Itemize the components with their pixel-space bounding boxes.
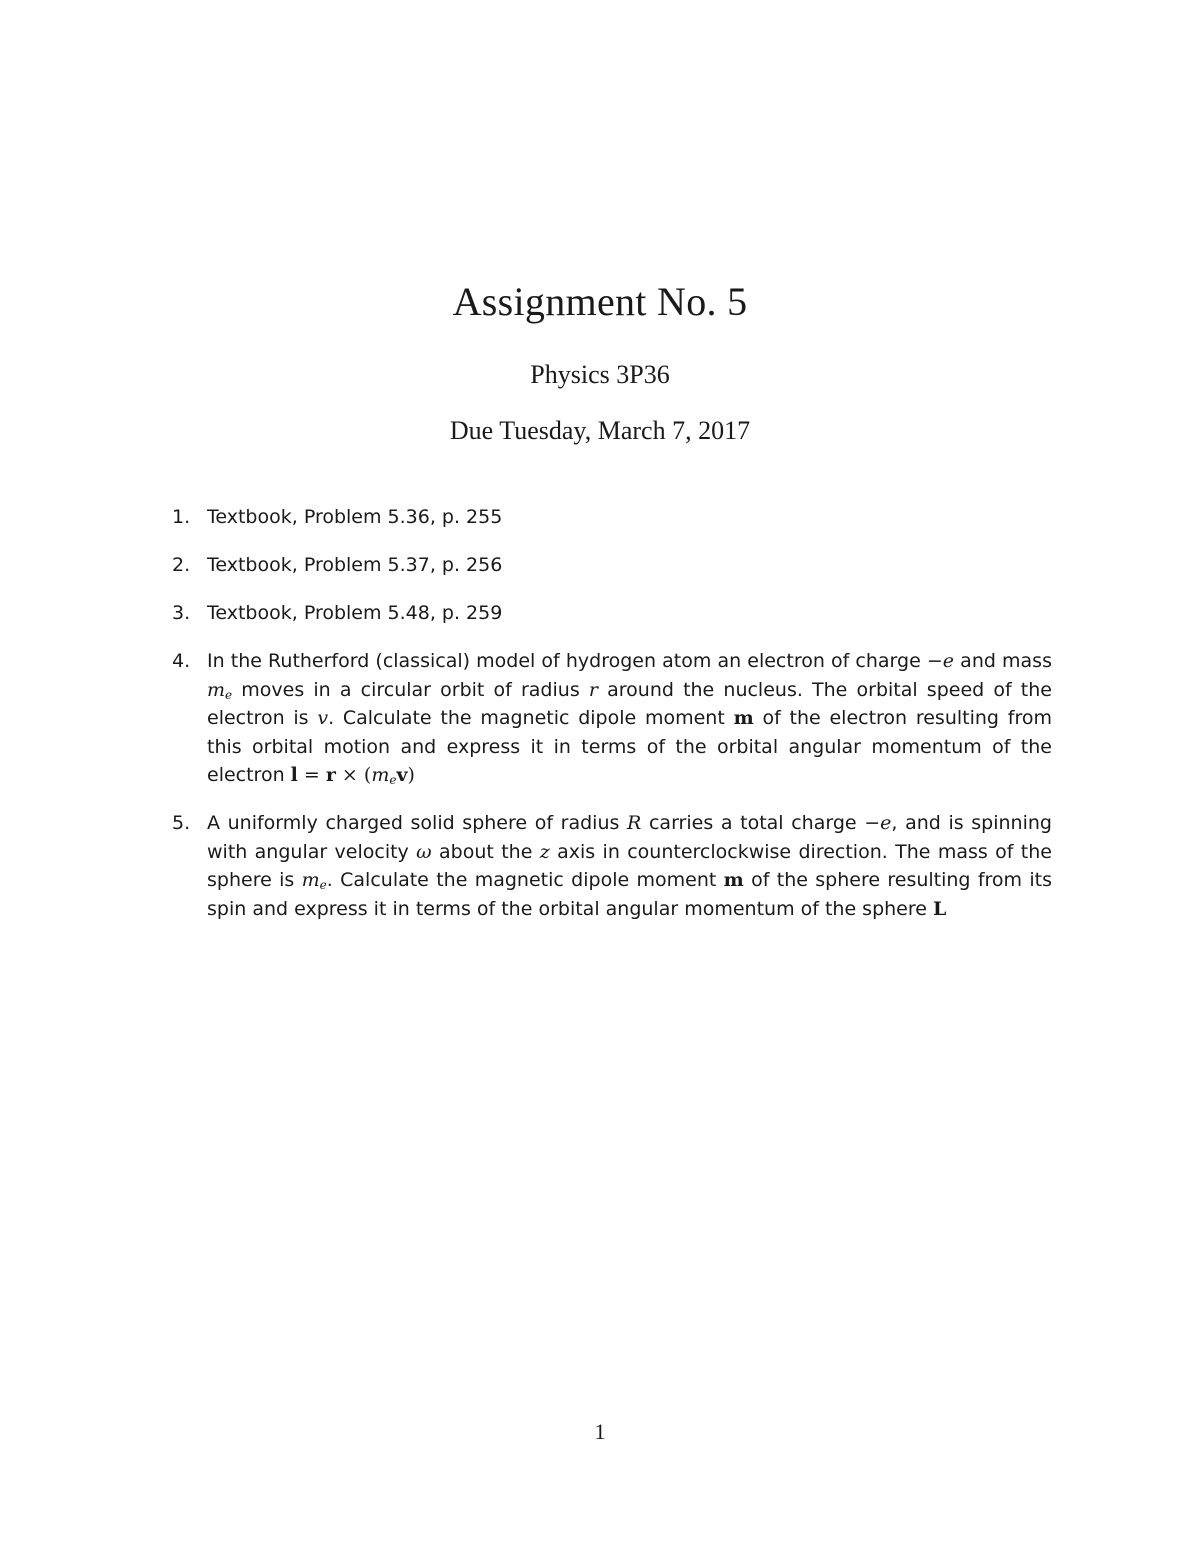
- vector-dipole-moment: m: [723, 869, 744, 891]
- problem-text-part: In the Rutherford (classical) model of hydrogen atom an electron of charge: [207, 650, 927, 672]
- math-operator: ): [407, 764, 415, 786]
- problem-item-3: [172, 599, 1052, 628]
- problem-number: 3.: [172, 602, 191, 624]
- problem-number: 1.: [172, 506, 191, 528]
- problem-text-part: A uniformly charged solid sphere of radius: [207, 812, 628, 834]
- math-symbol: m: [371, 764, 390, 786]
- math-symbol: m: [207, 678, 226, 701]
- math-axis: z: [539, 840, 550, 863]
- problem-text: Textbook, Problem 5.37, p. 256: [207, 554, 503, 576]
- math-speed: v: [317, 707, 329, 729]
- math-sphere-mass: [302, 869, 327, 891]
- problem-item-5: [172, 809, 1052, 923]
- math-subscript: e: [225, 687, 233, 702]
- problem-text-part: . Calculate the magnetic dipole moment: [326, 869, 724, 891]
- math-subscript: e: [389, 773, 397, 787]
- math-electron-mass: [371, 764, 396, 786]
- problem-text-part: of the sphere resulting from its spin and express it in terms of the orbital angular momentum of the sphere: [207, 869, 1053, 920]
- problem-number: 4.: [172, 650, 191, 672]
- vector-velocity: v: [396, 764, 408, 786]
- math-charge: −e: [864, 812, 892, 834]
- problem-text-part: and mass: [954, 650, 1052, 672]
- problem-text-part: around the nucleus. The orbital speed of the electron is: [207, 678, 1052, 729]
- problem-number: 2.: [172, 554, 191, 576]
- course-name: Physics 3P36: [530, 360, 670, 389]
- math-charge: −e: [926, 650, 955, 672]
- math-electron-mass: [207, 679, 232, 701]
- problem-item-2: [172, 551, 1052, 580]
- problem-text: Textbook, Problem 5.36, p. 255: [207, 506, 503, 528]
- problem-item-4: [172, 647, 1052, 790]
- math-radius: r: [588, 678, 598, 701]
- page-number: 1: [594, 1419, 606, 1444]
- problem-text-part: axis in counterclockwise direction. The mass of the sphere is: [207, 840, 1052, 891]
- vector-dipole-moment: m: [733, 707, 754, 729]
- vector-angular-momentum: l: [290, 764, 298, 786]
- problem-text-part: moves in a circular orbit of radius: [232, 678, 589, 701]
- math-operator: =: [297, 764, 326, 786]
- math-angular-velocity: ω: [416, 840, 432, 863]
- math-symbol: m: [301, 869, 320, 891]
- problem-text-part: of the electron resulting from this orbital motion and express it in terms of the orbital angular momentum of the electron: [207, 707, 1052, 786]
- problem-list: [172, 503, 1052, 943]
- math-subscript: e: [319, 878, 327, 892]
- due-date: Due Tuesday, March 7, 2017: [449, 416, 751, 445]
- vector-angular-momentum: L: [933, 897, 947, 920]
- math-sphere-radius: R: [627, 812, 642, 834]
- problem-text: Textbook, Problem 5.48, p. 259: [207, 602, 503, 624]
- problem-item-1: [172, 503, 1052, 532]
- problem-text-part: , and is spinning with angular velocity: [207, 812, 1052, 863]
- assignment-title: Assignment No. 5: [452, 279, 748, 324]
- math-operator: × (: [335, 764, 372, 786]
- vector-position: r: [325, 764, 336, 786]
- problem-text-part: carries a total charge: [641, 812, 865, 834]
- problem-number: 5.: [172, 812, 191, 834]
- problem-text-part: about the: [431, 840, 540, 863]
- problem-text-part: . Calculate the magnetic dipole moment: [328, 707, 734, 729]
